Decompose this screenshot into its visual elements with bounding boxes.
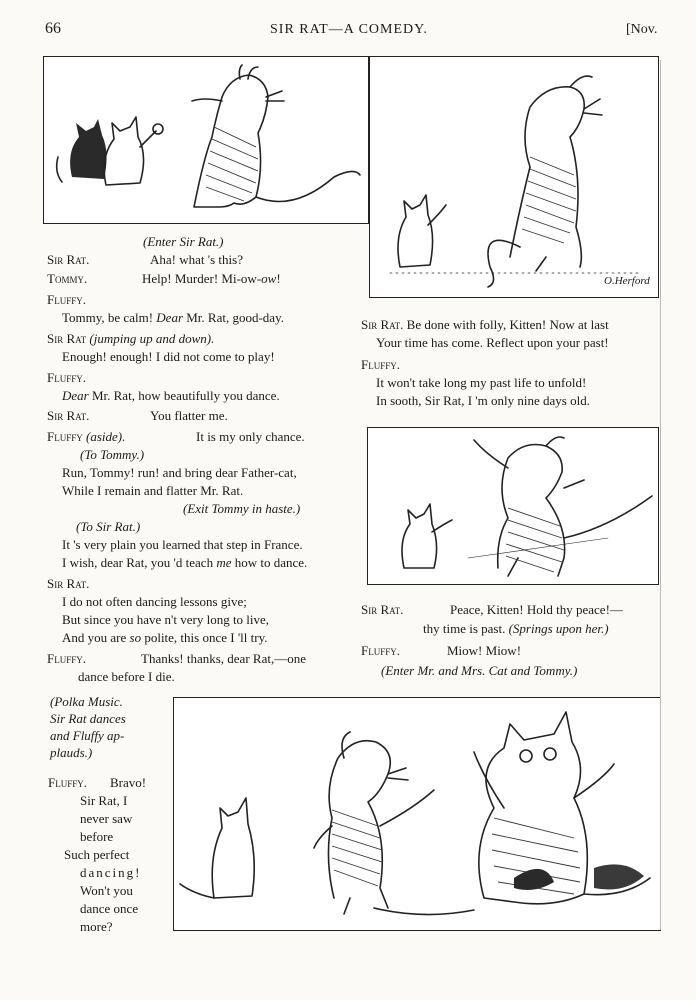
stage-direction-exit: (Exit Tommy in haste.) [183,501,301,516]
white-kitten-figure [402,504,452,568]
speaker-fluffy: Fluffy. [47,292,86,307]
line-sir-rat-4a: I do not often dancing lessons give; [62,594,247,609]
line-sir-rat-4c: And you are so polite, this once I 'll try. [62,630,268,645]
page-edge-rule [660,60,661,930]
line-fluffy-4a: It 's very plain you learned that step in France. [62,537,303,552]
cat-figure [474,712,650,904]
stage-direction-enter-cats: (Enter Mr. and Mrs. Cat and Tommy.) [381,663,578,678]
speaker-fluffy-aside: Fluffy (aside). [47,429,126,444]
stage-direction-to-sir-rat: (To Sir Rat.) [76,519,141,534]
line-sir-rat-6b: thy time is past. (Springs upon her.) [423,621,609,636]
speaker-sir-rat-2: Sir Rat (jumping up and down). [47,331,215,346]
stage-direction-to-tommy: (To Tommy.) [80,447,145,462]
speaker-fluffy-5: Fluffy. [47,651,86,666]
page-number: 66 [45,20,61,37]
line-fluffy-8: Bravo! Sir Rat, I never saw before Such perfect dancing! Won't you dance once more? [64,775,147,934]
line-fluffy-3: It is my only chance. [196,429,305,444]
issue-month: [Nov. [626,22,658,37]
speaker-fluffy-2: Fluffy. [47,370,86,385]
speaker-sir-rat: Sir Rat. [47,252,90,267]
line-tommy: Help! Murder! Mi-ow-ow! [142,271,281,286]
line-fluffy-5a: Thanks! thanks, dear Rat,—one [141,651,306,666]
white-kitten-figure [104,117,163,185]
line-sir-rat-4b: But since you have n't very long to live, [62,612,270,627]
line-sir-rat-1: Aha! what 's this? [150,252,243,267]
stage-direction-enter: (Enter Sir Rat.) [143,234,224,249]
cat-family-illustration [173,697,661,931]
line-fluffy-2: Dear Mr. Rat, how beautifully you dance. [62,388,280,403]
line-sir-rat-6a: Sir Rat. [361,602,404,617]
rat-lunging-illustration [367,427,659,585]
artist-signature: O.Herford [604,275,650,287]
line-fluffy-7: Miow! Miow! [447,643,522,658]
polka-stage-direction: (Polka Music. Sir Rat dances and Fluffy ap- plauds.) [50,694,126,760]
speaker-fluffy-7: Fluffy. [361,643,400,658]
line-sir-rat-6a-text: Peace, Kitten! Hold thy peace!— [450,602,623,617]
speaker-tommy: Tommy. [47,271,88,286]
white-kitten-figure [398,195,446,267]
line-fluffy-5b: dance before I die. [78,669,175,684]
rat-figure [192,65,360,207]
line-sir-rat-5a: Sir Rat. Be done with folly, Kitten! Now at last [361,317,609,332]
line-sir-rat-2: Enough! enough! I did not come to play! [62,349,275,364]
line-fluffy-6b: In sooth, Sir Rat, I 'm only nine days old. [376,393,590,408]
black-kitten-figure [57,119,107,182]
line-fluffy-1: Tommy, be calm! Dear Mr. Rat, good-day. [62,310,284,325]
line-fluffy-4b: I wish, dear Rat, you 'd teach me how to dance. [62,555,308,570]
rat-figure [488,76,602,287]
rat-figure [474,437,652,576]
speaker-fluffy-8: Fluffy. [48,775,87,790]
speaker-fluffy-6: Fluffy. [361,357,400,372]
white-kitten-figure [180,798,254,898]
rat-and-kitten-illustration [369,56,659,298]
line-sir-rat-3: You flatter me. [150,408,228,423]
speaker-sir-rat-3: Sir Rat. [47,408,90,423]
line-fluffy-6a: It won't take long my past life to unfold! [376,375,587,390]
kittens-and-rat-illustration [43,56,369,224]
speaker-sir-rat-4: Sir Rat. [47,576,90,591]
rat-figure [314,732,474,915]
line-fluffy-3b: While I remain and flatter Mr. Rat. [62,483,244,498]
line-sir-rat-5b: Your time has come. Reflect upon your past! [376,335,609,350]
line-fluffy-3a: Run, Tommy! run! and bring dear Father-cat, [62,465,297,480]
running-title: SIR RAT—A COMEDY. [270,22,428,37]
